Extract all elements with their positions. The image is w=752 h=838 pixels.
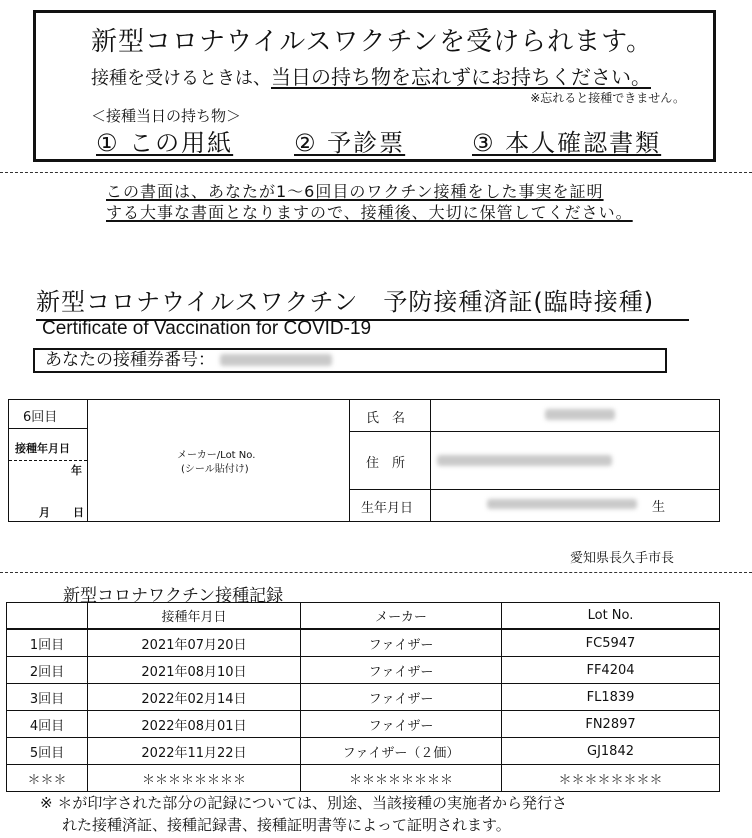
cut-line bbox=[0, 172, 752, 173]
maker-cell: ファイザー bbox=[301, 684, 502, 711]
lot-cell: ＊＊＊＊＊＊＊＊ bbox=[502, 765, 720, 792]
lot-cell: FF4204 bbox=[502, 657, 720, 684]
dose6-sticker-label: (シール貼付け) bbox=[181, 464, 249, 475]
dose6-month-label: 月 bbox=[39, 506, 50, 519]
birth-redacted bbox=[487, 499, 637, 509]
maker-cell: ファイザー bbox=[301, 657, 502, 684]
item-questionnaire: ② 予診票 bbox=[294, 129, 406, 157]
date-cell: 2021年08月10日 bbox=[88, 657, 301, 684]
footnote-line2: れた接種済証、接種記録書、接種証明書等によって証明されます。 bbox=[62, 816, 511, 834]
dose6-maker-lot-label: メーカー/Lot No. bbox=[177, 450, 256, 461]
records-header-row bbox=[7, 603, 720, 630]
notice-line-prefix: 接種を受けるときは、 bbox=[91, 68, 271, 89]
notice-warning: ※忘れると接種できません。 bbox=[530, 91, 685, 105]
lot-cell: FC5947 bbox=[502, 629, 720, 657]
dose-cell: 5回目 bbox=[7, 738, 88, 765]
issuer-name: 愛知県長久手市長 bbox=[570, 551, 675, 566]
dose6-label: 6回目 bbox=[23, 410, 58, 425]
date-cell: 2022年02月14日 bbox=[88, 684, 301, 711]
dose-cell: 4回目 bbox=[7, 711, 88, 738]
dose-cell: ＊＊＊ bbox=[7, 765, 88, 792]
item-form: ① この用紙 bbox=[96, 129, 234, 157]
dose6-date-label: 接種年月日 bbox=[15, 442, 70, 455]
records-table bbox=[6, 602, 720, 792]
address-label: 住 所 bbox=[366, 456, 406, 471]
dose-cell: 1回目 bbox=[7, 629, 88, 657]
important-notice-line1: この書面は、あなたが1～6回目のワクチン接種をした事実を証明 bbox=[106, 182, 604, 201]
name-redacted bbox=[545, 409, 615, 420]
records-header-dose bbox=[7, 603, 88, 630]
records-header-maker: メーカー bbox=[301, 603, 502, 630]
notice-line bbox=[91, 61, 651, 90]
notice-box bbox=[33, 10, 716, 162]
maker-cell: ファイザー（２価） bbox=[301, 738, 502, 765]
table-row bbox=[7, 629, 720, 657]
date-cell: 2021年07月20日 bbox=[88, 629, 301, 657]
address-redacted bbox=[437, 455, 612, 466]
dose-cell: 2回目 bbox=[7, 657, 88, 684]
dose6-table bbox=[8, 399, 720, 522]
divider-line bbox=[0, 572, 752, 573]
dose6-day-label: 日 bbox=[73, 506, 84, 519]
date-cell: 2022年11月22日 bbox=[88, 738, 301, 765]
records-title: 新型コロナワクチン接種記録 bbox=[63, 586, 284, 606]
dose-cell: 3回目 bbox=[7, 684, 88, 711]
records-header-lot: Lot No. bbox=[502, 603, 720, 630]
table-row bbox=[7, 765, 720, 792]
ticket-number-redacted bbox=[220, 354, 332, 366]
item-id-document: ③ 本人確認書類 bbox=[472, 129, 662, 157]
name-label: 氏 名 bbox=[366, 411, 406, 426]
maker-cell: ＊＊＊＊＊＊＊＊ bbox=[301, 765, 502, 792]
important-notice bbox=[106, 181, 633, 223]
ticket-number-box bbox=[33, 348, 667, 373]
lot-cell: FN2897 bbox=[502, 711, 720, 738]
records-header-date: 接種年月日 bbox=[88, 603, 301, 630]
notice-line-underlined: 当日の持ち物を忘れずにお持ちください。 bbox=[271, 65, 651, 89]
notice-title: 新型コロナウイルスワクチンを受けられます。 bbox=[91, 27, 654, 57]
date-cell: 2022年08月01日 bbox=[88, 711, 301, 738]
date-cell: ＊＊＊＊＊＊＊＊ bbox=[88, 765, 301, 792]
dose6-year-label: 年 bbox=[71, 464, 82, 477]
certificate-title-en: Certificate of Vaccination for COVID-19 bbox=[42, 318, 372, 339]
birth-suffix: 生 bbox=[652, 500, 666, 515]
table-row bbox=[7, 711, 720, 738]
lot-cell: GJ1842 bbox=[502, 738, 720, 765]
footnote bbox=[40, 792, 567, 836]
maker-cell: ファイザー bbox=[301, 629, 502, 657]
certificate-title: 新型コロナウイルスワクチン 予防接種済証(臨時接種) bbox=[36, 282, 689, 321]
birth-label: 生年月日 bbox=[361, 501, 414, 516]
lot-cell: FL1839 bbox=[502, 684, 720, 711]
important-notice-line2: する大事な書面となりますので、接種後、大切に保管してください。 bbox=[106, 203, 633, 222]
table-row bbox=[7, 738, 720, 765]
table-row bbox=[7, 657, 720, 684]
items-header: ＜接種当日の持ち物＞ bbox=[91, 107, 242, 125]
footnote-line1: ※ ＊が印字された部分の記録については、別途、当該接種の実施者から発行さ bbox=[40, 794, 568, 812]
maker-cell: ファイザー bbox=[301, 711, 502, 738]
ticket-number-label: あなたの接種券番号： bbox=[45, 350, 215, 370]
table-row bbox=[7, 684, 720, 711]
